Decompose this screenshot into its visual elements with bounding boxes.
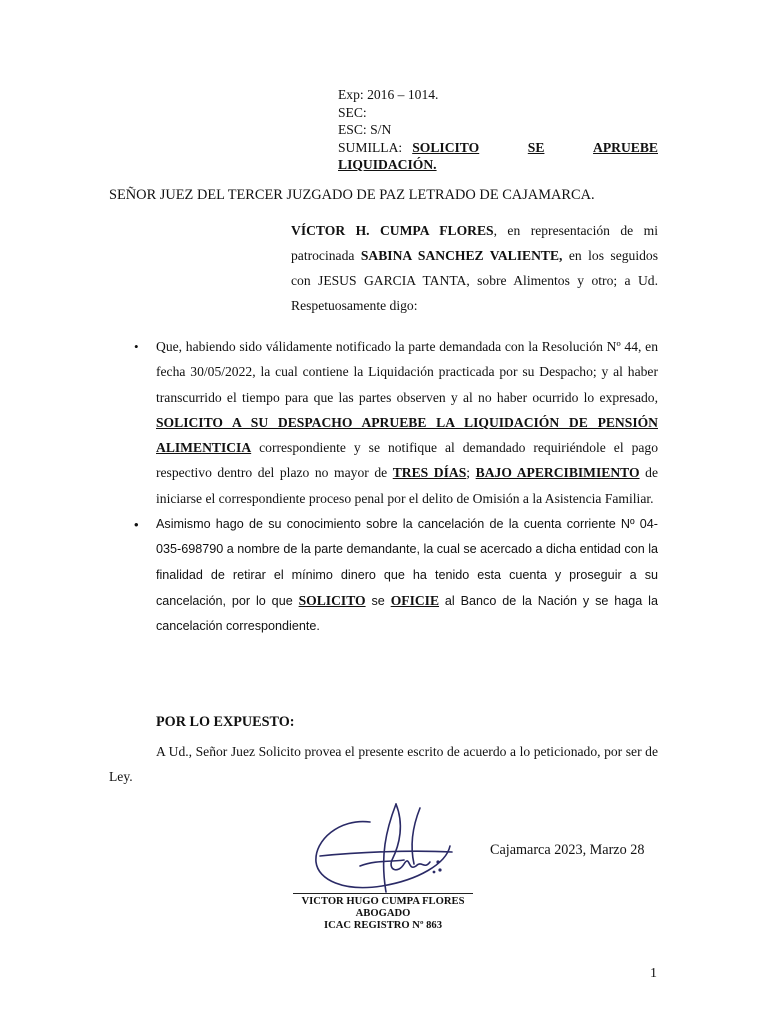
case-number: Exp: 2016 – 1014. [338, 87, 439, 102]
signer-registry: ICAC REGISTRO Nº 863 [324, 920, 442, 931]
document-number: ESC: S/N [338, 122, 392, 137]
intro-text: en los seguidos con JESUS GARCIA TANTA, sobre Alimentos y otro; a Ud. Respetuosamente digo: [291, 248, 659, 313]
solicito-text: SOLICITO [298, 592, 366, 608]
addressee: SEÑOR JUEZ DEL TERCER JUZGADO DE PAZ LETRADO DE CAJAMARCA. [109, 187, 595, 203]
sumilla-word: SOLICITO [412, 139, 480, 155]
sumilla-continuation: LIQUIDACIÓN. [338, 157, 437, 172]
closing-paragraph: A Ud., Señor Juez Solicito provea el presente escrito de acuerdo a lo peticionado, por ser de Ley. [109, 744, 658, 784]
bullet-text: Asimismo hago de su conocimiento sobre la cancelación de la cuenta corriente Nº 04-035-698790 a nombre de la parte demandante, la cual se acercado a dicha entidad con la finalidad de retirar el mínimo dinero que ha tenido esta cuenta y proseguir a su cancelación, por lo que [156, 517, 659, 608]
signature-block [293, 896, 473, 932]
sumilla-word: APRUEBE [593, 139, 658, 155]
term-text: TRES DÍAS [392, 465, 467, 481]
bullet-text: de iniciarse el correspondiente proceso penal por el delito de Omisión a la Asistencia Familiar. [156, 465, 658, 506]
bullet-text: Que, habiendo sido válidamente notificado la parte demandada con la Resolución Nº 44, en fecha 30/05/2022, la cual contiene la Liquidación practicada por su Despacho; y al haber transcurrido el tiempo para que las partes observen y al no haber ocurrido lo expresado, [156, 339, 658, 405]
case-header [338, 86, 658, 174]
secretary-field: SEC: [338, 104, 367, 120]
request-list [132, 334, 658, 640]
page-number: 1 [650, 966, 657, 981]
bullet-text: ; [466, 465, 476, 481]
sumilla-word: SE [527, 139, 545, 155]
bullet-icon: • [134, 517, 139, 533]
section-title: POR LO EXPUESTO: [156, 714, 295, 730]
oficie-text: OFICIE [390, 592, 440, 608]
sumilla-row [338, 139, 658, 157]
signature-line [293, 893, 473, 894]
warning-text: BAJO APERCIBIMIENTO [475, 465, 640, 481]
list-item [132, 334, 658, 511]
bullet-text: correspondiente y se notifique al demandado requiriéndole el pago respectivo dentro del plazo no mayor de [156, 440, 658, 481]
bullet-icon: • [134, 339, 139, 354]
client-name: SABINA SANCHEZ VALIENTE, [360, 248, 563, 263]
place-date: Cajamarca 2023, Marzo 28 [490, 842, 645, 858]
list-item [132, 512, 658, 639]
main-request: SOLICITO A SU DESPACHO APRUEBE LA LIQUIDACIÓN DE PENSIÓN ALIMENTICIA [156, 414, 658, 456]
sumilla-label: SUMILLA: [338, 139, 403, 155]
signer-name: VICTOR HUGO CUMPA FLORES [301, 896, 465, 907]
intro-text: , en representación de mi patrocinada [291, 223, 658, 263]
sumilla-text [412, 139, 658, 157]
lawyer-name: VÍCTOR H. CUMPA FLORES [291, 223, 494, 238]
handwritten-signature [300, 800, 470, 900]
bullet-text: se [365, 593, 391, 608]
intro-paragraph [291, 218, 658, 318]
bullet-text: al Banco de la Nación y se haga la cancelación correspondiente. [156, 593, 658, 634]
signer-title: ABOGADO [355, 908, 411, 919]
